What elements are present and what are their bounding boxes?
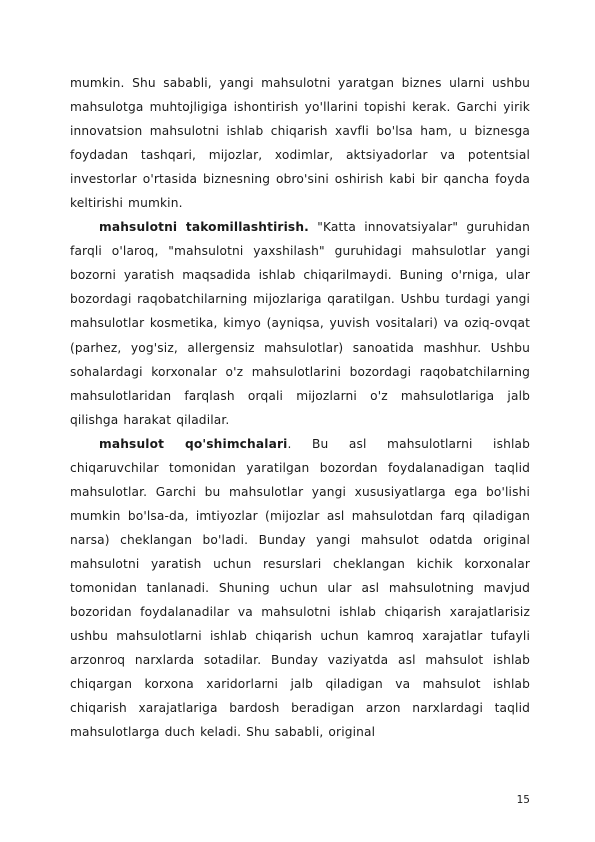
paragraph-heading-term: mahsulotni takomillashtirish. — [99, 220, 309, 235]
paragraph-text: "Katta innovatsiyalar" guruhidan farqli o'laroq, "mahsulotni yaxshilash" guruhidagi mahsulotlar yangi bozorni yaratish maqsadida ishlab chiqarilmaydi. Buning o'rniga, ular bozordagi raqobatchilarning mijozlariga qaratilgan. Ushbu turdagi yangi mahsulotlar kosmetika, kimyo (ayniqsa, yuvish vositalari) va oziq-ovqat (parhez, yog'siz, allergensiz mahsulotlar) sanoatida mashhur. Ushbu sohalardagi korxonalar o'z mahsulotlarini bozordagi raqobatchilarning mahsulotlaridan farqlash orqali mijozlarni o'z mahsulotlariga jalb qilishga harakat qiladilar. — [70, 220, 530, 427]
paragraph-product-improvement — [70, 215, 530, 431]
paragraph-product-additions — [70, 432, 530, 745]
page-number: 15 — [516, 794, 530, 806]
paragraph-continuation — [70, 71, 530, 215]
paragraph-heading-term: mahsulot qo'shimchalari — [99, 436, 288, 451]
paragraph-text: mumkin. Shu sababli, yangi mahsulotni yaratgan biznes ularni ushbu mahsulotga muhtojligiga ishontirish yo'llarini topishi kerak. Garchi yirik innovatsion mahsulotni ishlab chiqarish xavfli bo'lsa ham, u biznesga foydadan tashqari, mijozlar, xodimlar, aktsiyadorlar va potentsial investorlar o'rtasida biznesning obro'sini oshirish kabi bir qancha foyda keltirishi mumkin. — [70, 76, 530, 211]
paragraph-text: . Bu asl mahsulotlarni ishlab chiqaruvchilar tomonidan yaratilgan bozordan foydalanadigan taqlid mahsulotlar. Garchi bu mahsulotlar yangi xususiyatlarga ega bo'lishi mumkin bo'lsa-da, imtiyozlar (mijozlar asl mahsulotdan farq qiladigan narsa) cheklangan bo'ladi. Bunday yangi mahsulot odatda original mahsulotni yaratish uchun resurslari cheklangan kichik korxonalar tomonidan tanlanadi. Shuning uchun ular asl mahsulotning mavjud bozoridan foydalanadilar va mahsulotni ishlab chiqarish xarajatlarisiz ushbu mahsulotlarni ishlab chiqarish uchun kamroq xarajatlar tufayli arzonroq narxlarda sotadilar. Bunday vaziyatda asl mahsulot ishlab chiqargan korxona xaridorlarni jalb qiladigan va mahsulot ishlab chiqarish xarajatlariga bardosh beradigan arzon narxlardagi taqlid mahsulotlarga duch keladi. Shu sababli, original — [70, 436, 530, 740]
page-body — [70, 71, 530, 744]
